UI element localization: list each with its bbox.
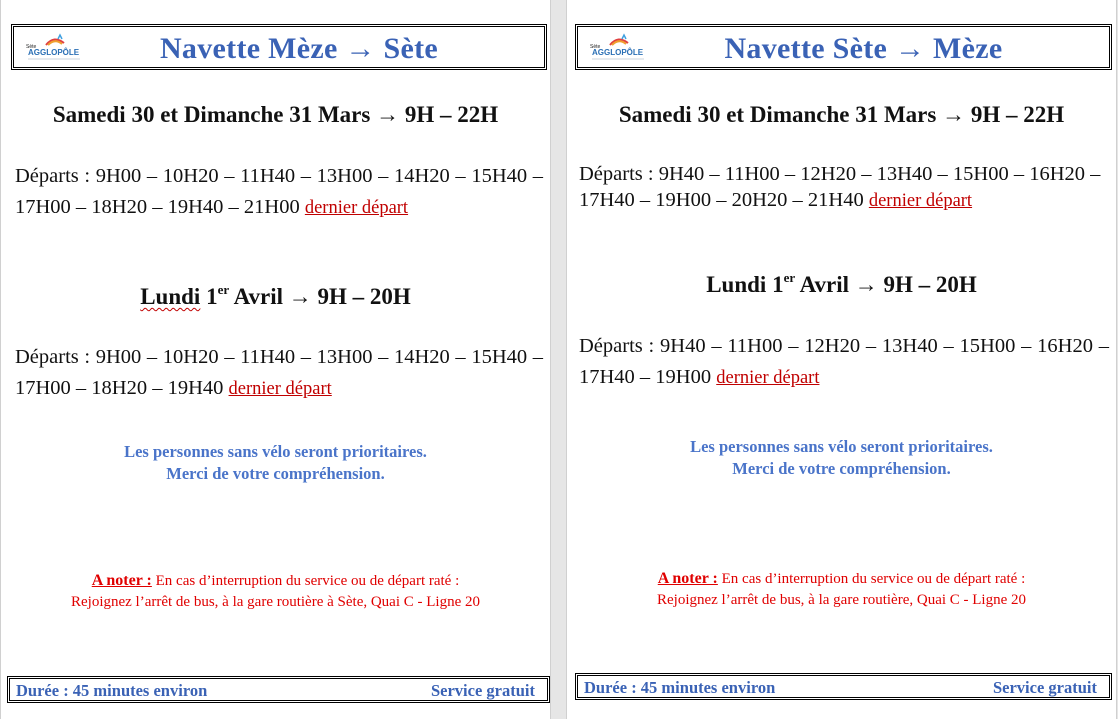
free-service-text: Service gratuit [430,681,535,700]
svg-text:AGGLOPÔLE: AGGLOPÔLE [592,48,644,57]
document-page-right [566,0,1117,719]
priority-notice [567,436,1116,480]
monday-departures [15,342,543,405]
note-text-2: Rejoignez l’arrêt de bus, à la gare routière à Sète, Quai C - Ligne 20 [70,594,480,610]
shuttle-title: Navette Sète → Mèze [724,32,1003,65]
monday-day: Lundi [706,272,767,297]
departure-times: 9H00 – 10H20 – 11H40 – 13H00 – 14H20 – 15H40 – 17H00 – 18H20 – 19H40 [15,346,544,399]
monday-rest: Avril → 9H – 20H [795,272,977,297]
notice-line-1: Les personnes sans vélo seront prioritaires. [124,442,427,461]
notice-line-2: Merci de votre compréhension. [166,464,385,483]
weekend-heading: Samedi 30 et Dimanche 31 Mars → 9H – 22H [618,102,1065,127]
footer-box [575,673,1112,700]
weekend-departures [579,161,1109,214]
departures-label: Départs : [15,346,91,368]
note-text-2: Rejoignez l’arrêt de bus, à la gare routière, Quai C - Ligne 20 [656,592,1027,608]
monday-sup: er [217,282,230,297]
priority-notice [1,441,550,485]
departure-times: 9H40 – 11H00 – 12H20 – 13H40 – 15H00 – 16H20 – 17H40 – 19H00 [579,335,1109,388]
departure-times: 9H40 – 11H00 – 12H20 – 13H40 – 15H00 – 16H20 – 17H40 – 19H00 – 20H20 – 21H40 [579,163,1101,211]
shuttle-title: Navette Mèze → Sète [159,32,439,65]
monday-heading [1,284,550,310]
note-label: A noter : [657,570,718,587]
interruption-note [567,568,1116,611]
monday-departures [579,331,1109,394]
note-label: A noter : [91,572,152,589]
weekend-departures [15,161,543,224]
monday-num: 1 [772,272,784,297]
free-service-text: Service gratuit [992,678,1097,697]
document-page-left [0,0,551,719]
notice-line-1: Les personnes sans vélo seront prioritaires. [690,437,993,456]
note-text-1: En cas d’interruption du service ou de départ raté : [717,571,1026,587]
note-text-1: En cas d’interruption du service ou de départ raté : [151,573,460,589]
monday-day: Lundi [140,284,201,309]
monday-rest: Avril → 9H – 20H [229,284,411,309]
monday-num: 1 [206,284,218,309]
departure-times: 9H00 – 10H20 – 11H40 – 13H00 – 14H20 – 15H40 – 17H00 – 18H20 – 19H40 – 21H00 [15,165,544,218]
interruption-note [1,570,550,613]
notice-line-2: Merci de votre compréhension. [732,459,951,478]
last-departure-label: dernier départ [228,379,332,399]
last-departure-label: dernier départ [716,368,820,388]
last-departure-label: dernier départ [868,191,973,211]
departures-label: Départs : [579,335,655,357]
header-box [575,24,1112,70]
departures-label: Départs : [15,165,91,187]
header-box [11,24,547,70]
footer-box [7,676,550,703]
svg-text:Sète: Sète [590,44,601,50]
duration-text: Durée : 45 minutes environ [584,678,776,697]
departures-label: Départs : [579,163,654,185]
svg-text:AGGLOPÔLE: AGGLOPÔLE [28,48,80,57]
monday-heading [567,272,1116,298]
weekend-heading: Samedi 30 et Dimanche 31 Mars → 9H – 22H [52,102,499,127]
last-departure-label: dernier départ [304,198,409,218]
svg-text:Sète: Sète [26,44,37,50]
duration-text: Durée : 45 minutes environ [16,681,208,700]
monday-sup: er [783,270,796,285]
